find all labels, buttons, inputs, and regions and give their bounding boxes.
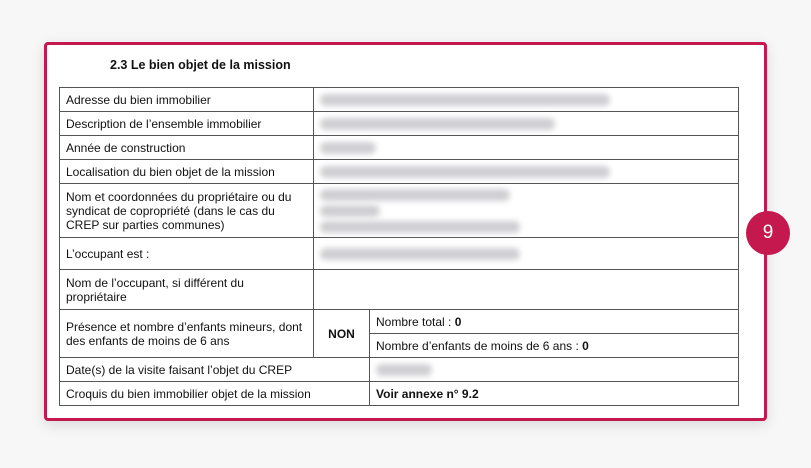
property-table: [59, 87, 739, 406]
row-label-nom-occupant: Nom de l’occupant, si différent du propriétaire: [60, 270, 314, 310]
moins-6-value: 0: [582, 338, 589, 353]
table-row: [60, 112, 739, 136]
table-row: [60, 88, 739, 112]
table-row: [60, 270, 739, 310]
nombre-total-cell: [370, 310, 739, 334]
table-row: [60, 310, 739, 334]
redacted-value: [314, 136, 739, 160]
table-row: [60, 184, 739, 238]
enfants-answer: NON: [314, 310, 370, 358]
moins-6-cell: [370, 334, 739, 358]
redacted-value: [314, 88, 739, 112]
table-row: [60, 136, 739, 160]
croquis-value: Voir annexe n° 9.2: [370, 382, 739, 406]
redacted-value: [314, 112, 739, 136]
redacted-value: [314, 160, 739, 184]
table-row: [60, 238, 739, 270]
nombre-total-label: Nombre total :: [376, 314, 452, 329]
row-label-proprietaire: Nom et coordonnées du propriétaire ou du syndicat de copropriété (dans le cas du CREP sur parties communes): [60, 184, 314, 238]
table-row: [60, 358, 739, 382]
row-label-annee: Année de construction: [60, 136, 314, 160]
row-label-enfants: Présence et nombre d’enfants mineurs, dont des enfants de moins de 6 ans: [60, 310, 314, 358]
section-title: 2.3 Le bien objet de la mission: [110, 58, 291, 72]
nombre-total-value: 0: [454, 314, 462, 329]
row-label-croquis: Croquis du bien immobilier objet de la mission: [60, 382, 370, 406]
table-row: [60, 382, 739, 406]
row-label-localisation: Localisation du bien objet de la mission: [60, 160, 314, 184]
redacted-value: [314, 238, 739, 270]
row-label-occupant: L’occupant est :: [60, 238, 314, 270]
moins-6-label: Nombre d’enfants de moins de 6 ans :: [376, 338, 579, 353]
row-label-visite: Date(s) de la visite faisant l’objet du CREP: [60, 358, 370, 382]
document-card: [44, 42, 767, 421]
table-row: [60, 160, 739, 184]
row-label-adresse: Adresse du bien immobilier: [60, 88, 314, 112]
step-number-badge: 9: [746, 211, 790, 255]
empty-value: [314, 270, 739, 310]
row-label-description: Description de l’ensemble immobilier: [60, 112, 314, 136]
redacted-value: [370, 358, 739, 382]
redacted-value: [314, 184, 739, 238]
